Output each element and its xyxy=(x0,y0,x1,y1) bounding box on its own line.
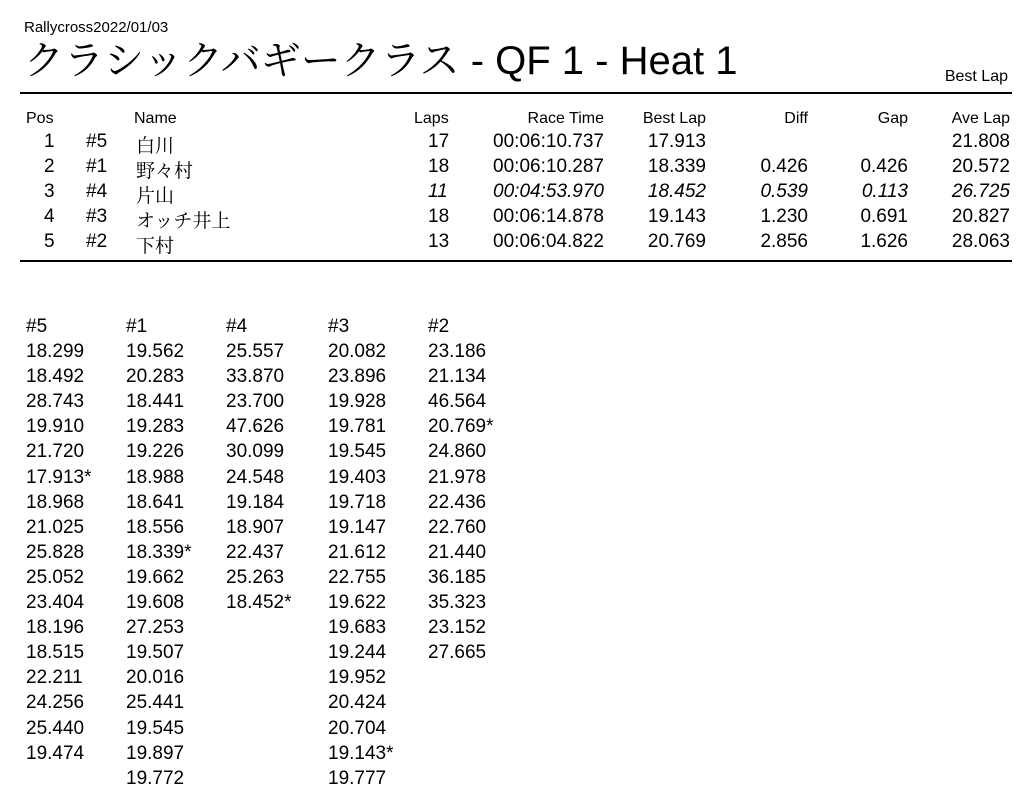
lap-time: 36.185 xyxy=(428,566,487,588)
row-pos: 3 xyxy=(44,181,55,202)
lap-time: 21.978 xyxy=(428,466,487,488)
lap-time: 22.436 xyxy=(428,491,487,513)
lap-time: 25.052 xyxy=(26,566,85,588)
row-pos: 4 xyxy=(44,206,55,227)
lap-time: 18.988 xyxy=(126,466,185,488)
lap-time: 30.099 xyxy=(226,441,285,463)
row-best-lap: 19.143 xyxy=(647,206,706,227)
lap-time: 28.743 xyxy=(26,391,85,413)
table-row xyxy=(0,131,1024,156)
row-ave-lap: 28.063 xyxy=(951,231,1010,252)
lap-column-car-label: #3 xyxy=(328,316,350,337)
lap-time: 18.441 xyxy=(126,391,185,413)
column-header-gap: Gap xyxy=(877,110,908,127)
lap-time: 20.016 xyxy=(126,667,185,689)
row-best-lap: 17.913 xyxy=(647,131,706,152)
lap-column xyxy=(26,314,92,766)
row-car-number: #3 xyxy=(86,206,108,227)
lap-time: 22.755 xyxy=(328,566,387,588)
lap-column-car-label: #1 xyxy=(126,316,148,337)
lap-time: 19.545 xyxy=(126,717,185,739)
lap-time: 19.562 xyxy=(126,341,185,363)
row-pos: 5 xyxy=(44,231,55,252)
lap-time: 25.441 xyxy=(126,692,185,714)
lap-time: 19.718 xyxy=(328,491,387,513)
lap-time: 25.440 xyxy=(26,717,85,739)
lap-time: 19.474 xyxy=(26,742,85,764)
lap-time: 22.760 xyxy=(428,516,487,538)
lap-time: 25.263 xyxy=(226,566,285,588)
row-gap: 1.626 xyxy=(860,231,908,252)
lap-time: 20.424 xyxy=(328,692,387,714)
lap-time: 18.556 xyxy=(126,516,185,538)
row-ave-lap: 21.808 xyxy=(951,131,1010,152)
lap-time: 20.283 xyxy=(126,366,185,388)
lap-time: 18.641 xyxy=(126,491,185,513)
row-best-lap: 20.769 xyxy=(647,231,706,252)
lap-time: 19.608 xyxy=(126,592,185,614)
row-diff: 2.856 xyxy=(760,231,808,252)
row-diff: 0.426 xyxy=(760,156,808,177)
row-pos: 1 xyxy=(44,131,55,152)
lap-time: 19.622 xyxy=(328,592,387,614)
lap-column-car-label: #5 xyxy=(26,316,48,337)
row-gap: 0.113 xyxy=(861,181,908,202)
lap-time: 18.339* xyxy=(126,541,192,563)
row-car-number: #5 xyxy=(86,131,108,152)
lap-time: 24.256 xyxy=(26,692,85,714)
lap-time: 21.720 xyxy=(26,441,85,463)
event-date: Rallycross2022/01/03 xyxy=(24,19,169,36)
lap-time: 19.545 xyxy=(328,441,387,463)
row-driver-name: オッチ井上 xyxy=(136,211,231,232)
column-header-pos: Pos xyxy=(26,110,54,127)
lap-time: 18.299 xyxy=(26,341,85,363)
lap-column-car-label: #2 xyxy=(428,316,450,337)
lap-time: 19.910 xyxy=(26,416,85,438)
row-best-lap: 18.452 xyxy=(647,181,706,202)
row-race-time: 00:06:10.287 xyxy=(493,156,604,177)
table-row xyxy=(0,231,1024,256)
lap-time: 22.211 xyxy=(26,667,83,689)
lap-column-car-label: #4 xyxy=(226,316,248,337)
top-divider xyxy=(20,92,1012,94)
lap-time: 33.870 xyxy=(226,366,285,388)
lap-time: 18.907 xyxy=(226,516,285,538)
lap-time: 21.025 xyxy=(26,516,85,538)
row-driver-name: 下村 xyxy=(136,236,175,257)
bottom-divider xyxy=(20,260,1012,262)
lap-time: 19.683 xyxy=(328,617,387,639)
lap-time: 35.323 xyxy=(428,592,487,614)
lap-time: 23.404 xyxy=(26,592,85,614)
lap-time: 27.253 xyxy=(126,617,185,639)
lap-time: 18.968 xyxy=(26,491,85,513)
lap-time: 47.626 xyxy=(226,416,285,438)
lap-time: 24.860 xyxy=(428,441,487,463)
row-best-lap: 18.339 xyxy=(647,156,706,177)
lap-time: 18.515 xyxy=(26,642,85,664)
lap-time: 20.082 xyxy=(328,341,387,363)
lap-time: 27.665 xyxy=(428,642,487,664)
lap-time: 18.492 xyxy=(26,366,85,388)
lap-time: 19.147 xyxy=(328,516,387,538)
table-row xyxy=(0,206,1024,231)
lap-time: 21.440 xyxy=(428,541,487,563)
row-driver-name: 白川 xyxy=(136,136,175,157)
row-gap: 0.691 xyxy=(860,206,908,227)
lap-time: 23.896 xyxy=(328,366,387,388)
row-car-number: #2 xyxy=(86,231,108,252)
lap-column xyxy=(428,314,494,665)
row-laps: 18 xyxy=(428,206,450,227)
lap-time: 18.452* xyxy=(226,592,292,614)
lap-time: 19.244 xyxy=(328,642,387,664)
row-ave-lap: 20.572 xyxy=(951,156,1010,177)
column-header-race-time: Race Time xyxy=(527,110,604,127)
lap-time: 19.143* xyxy=(328,742,394,764)
lap-time: 21.612 xyxy=(328,541,387,563)
lap-time: 19.897 xyxy=(126,742,185,764)
row-race-time: 00:04:53.970 xyxy=(493,181,604,202)
row-race-time: 00:06:10.737 xyxy=(493,131,604,152)
lap-time: 19.781 xyxy=(328,416,387,438)
table-row xyxy=(0,181,1024,206)
page-title: クラシックバギークラス - QF 1 - Heat 1 xyxy=(24,39,738,83)
row-race-time: 00:06:04.822 xyxy=(493,231,604,252)
row-laps: 11 xyxy=(428,181,448,202)
row-diff: 0.539 xyxy=(760,181,808,202)
row-ave-lap: 20.827 xyxy=(951,206,1010,227)
lap-time: 23.186 xyxy=(428,341,487,363)
lap-time: 23.700 xyxy=(226,391,285,413)
lap-time: 22.437 xyxy=(226,541,285,563)
column-header-ave-lap: Ave Lap xyxy=(951,110,1010,127)
table-row xyxy=(0,156,1024,181)
lap-time: 19.184 xyxy=(226,491,285,513)
row-driver-name: 野々村 xyxy=(136,161,194,182)
lap-time: 19.777 xyxy=(328,767,387,789)
lap-time: 24.548 xyxy=(226,466,285,488)
lap-time: 20.704 xyxy=(328,717,387,739)
row-laps: 18 xyxy=(428,156,450,177)
lap-time: 18.196 xyxy=(26,617,85,639)
row-driver-name: 片山 xyxy=(136,186,175,207)
row-car-number: #1 xyxy=(86,156,108,177)
lap-time: 19.283 xyxy=(126,416,185,438)
row-ave-lap: 26.725 xyxy=(951,181,1010,202)
lap-time: 25.828 xyxy=(26,541,85,563)
row-car-number: #4 xyxy=(86,181,108,202)
lap-time: 46.564 xyxy=(428,391,487,413)
lap-time: 21.134 xyxy=(428,366,487,388)
lap-time: 19.952 xyxy=(328,667,387,689)
lap-time: 25.557 xyxy=(226,341,285,363)
column-header-best-lap: Best Lap xyxy=(642,110,706,127)
column-header-name: Name xyxy=(134,110,177,127)
lap-time: 19.403 xyxy=(328,466,387,488)
lap-time: 19.928 xyxy=(328,391,387,413)
row-pos: 2 xyxy=(44,156,55,177)
best-lap-caption: Best Lap xyxy=(944,68,1008,85)
lap-time: 19.226 xyxy=(126,441,185,463)
lap-time: 19.772 xyxy=(126,767,185,789)
lap-time: 23.152 xyxy=(428,617,487,639)
lap-time: 19.662 xyxy=(126,566,185,588)
lap-column xyxy=(328,314,394,791)
lap-time: 20.769* xyxy=(428,416,494,438)
row-laps: 13 xyxy=(428,231,450,252)
lap-time: 19.507 xyxy=(126,642,185,664)
row-diff: 1.230 xyxy=(760,206,808,227)
lap-column xyxy=(126,314,192,791)
column-header-diff: Diff xyxy=(784,110,808,127)
lap-time: 17.913* xyxy=(26,466,92,488)
row-laps: 17 xyxy=(428,131,450,152)
column-header-laps: Laps xyxy=(414,110,449,127)
lap-column xyxy=(226,314,292,615)
row-gap: 0.426 xyxy=(860,156,908,177)
row-race-time: 00:06:14.878 xyxy=(493,206,604,227)
